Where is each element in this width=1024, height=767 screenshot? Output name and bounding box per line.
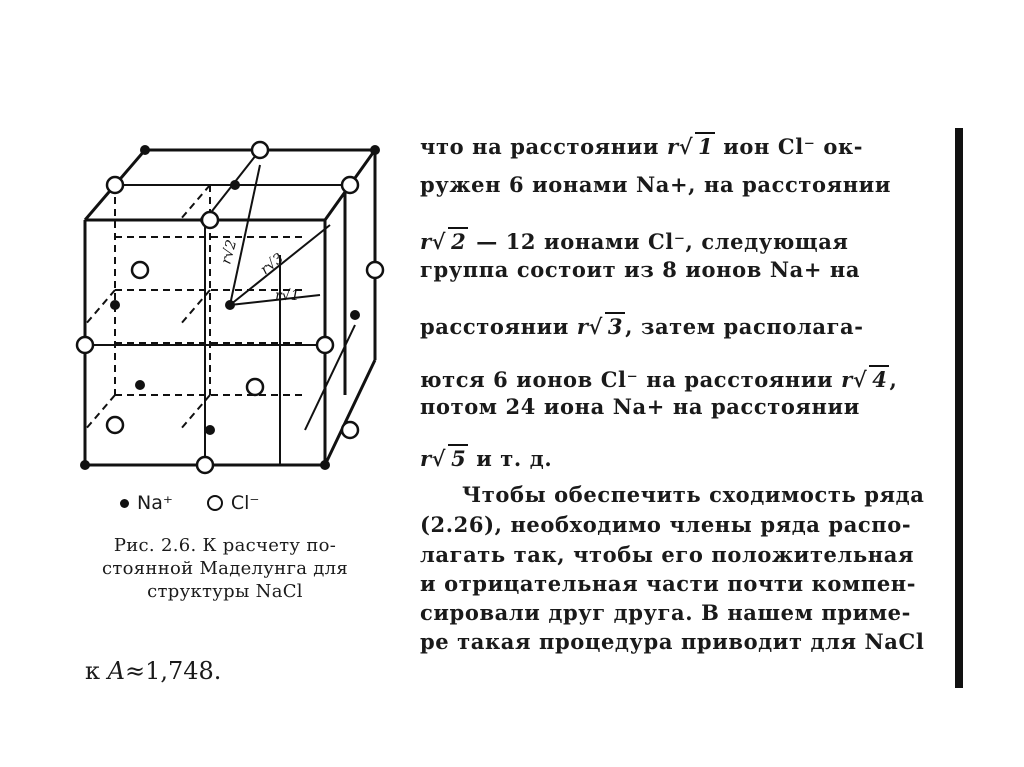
nacl-lattice-figure [70,125,400,485]
text-line: потом 24 иона Na+ на расстоянии [420,394,860,419]
cl-ion-marker [207,495,223,511]
formula-variable: A [107,657,125,685]
text-line: ются 6 ионов Cl⁻ на расстоянии r√ 4, [420,367,898,392]
radicand: 4 [869,365,889,392]
text-line: r√ 2 — 12 ионами Cl⁻, следующая [420,229,849,254]
formula-value: ≈1,748. [124,657,222,685]
radicand: 1 [695,132,715,159]
text-line: (2.26), необходимо члены ряда распо- [420,512,912,537]
na-ions [80,145,380,470]
label-r-sqrt2: r√2 [218,238,241,267]
text-line: группа состоит из 8 ионов Na+ на [420,257,861,282]
label-r-sqrt3: r√3 [257,250,287,279]
text-line: лагать так, чтобы его положительная [420,542,915,567]
text-line: Чтобы обеспечить сходимость ряда [462,482,925,507]
figure-legend [120,492,320,514]
right-face [280,150,375,465]
text-line: ре такая процедура приводит для NaCl [420,629,925,654]
madelung-formula [85,657,221,685]
legend-na: Na⁺ [137,492,173,514]
text-line: и отрицательная части почти компен- [420,571,917,596]
radicand: 2 [448,227,468,254]
text-line: сировали друг друга. В нашем приме- [420,600,911,625]
figure-caption [80,534,370,603]
na-ion-marker [120,499,129,508]
text-line: что на расстоянии r√ 1 ион Cl⁻ ок- [420,134,864,159]
text-line: r√ 5 и т. д. [420,446,553,471]
radicand: 5 [448,444,468,471]
formula-prefix: к [85,657,108,685]
radicand: 3 [605,312,625,339]
page-edge-shadow [955,128,963,688]
caption-line: структуры NaCl [147,581,303,602]
label-r-sqrt1: r√1 [275,288,300,304]
text-line: расстоянии r√ 3, затем располага- [420,314,864,339]
caption-line: стоянной Маделунга для [101,558,349,579]
text-line: ружен 6 ионами Na+, на расстоянии [420,172,892,197]
caption-line: Рис. 2.6. К расчету по- [113,535,337,556]
legend-cl: Cl⁻ [230,492,260,514]
